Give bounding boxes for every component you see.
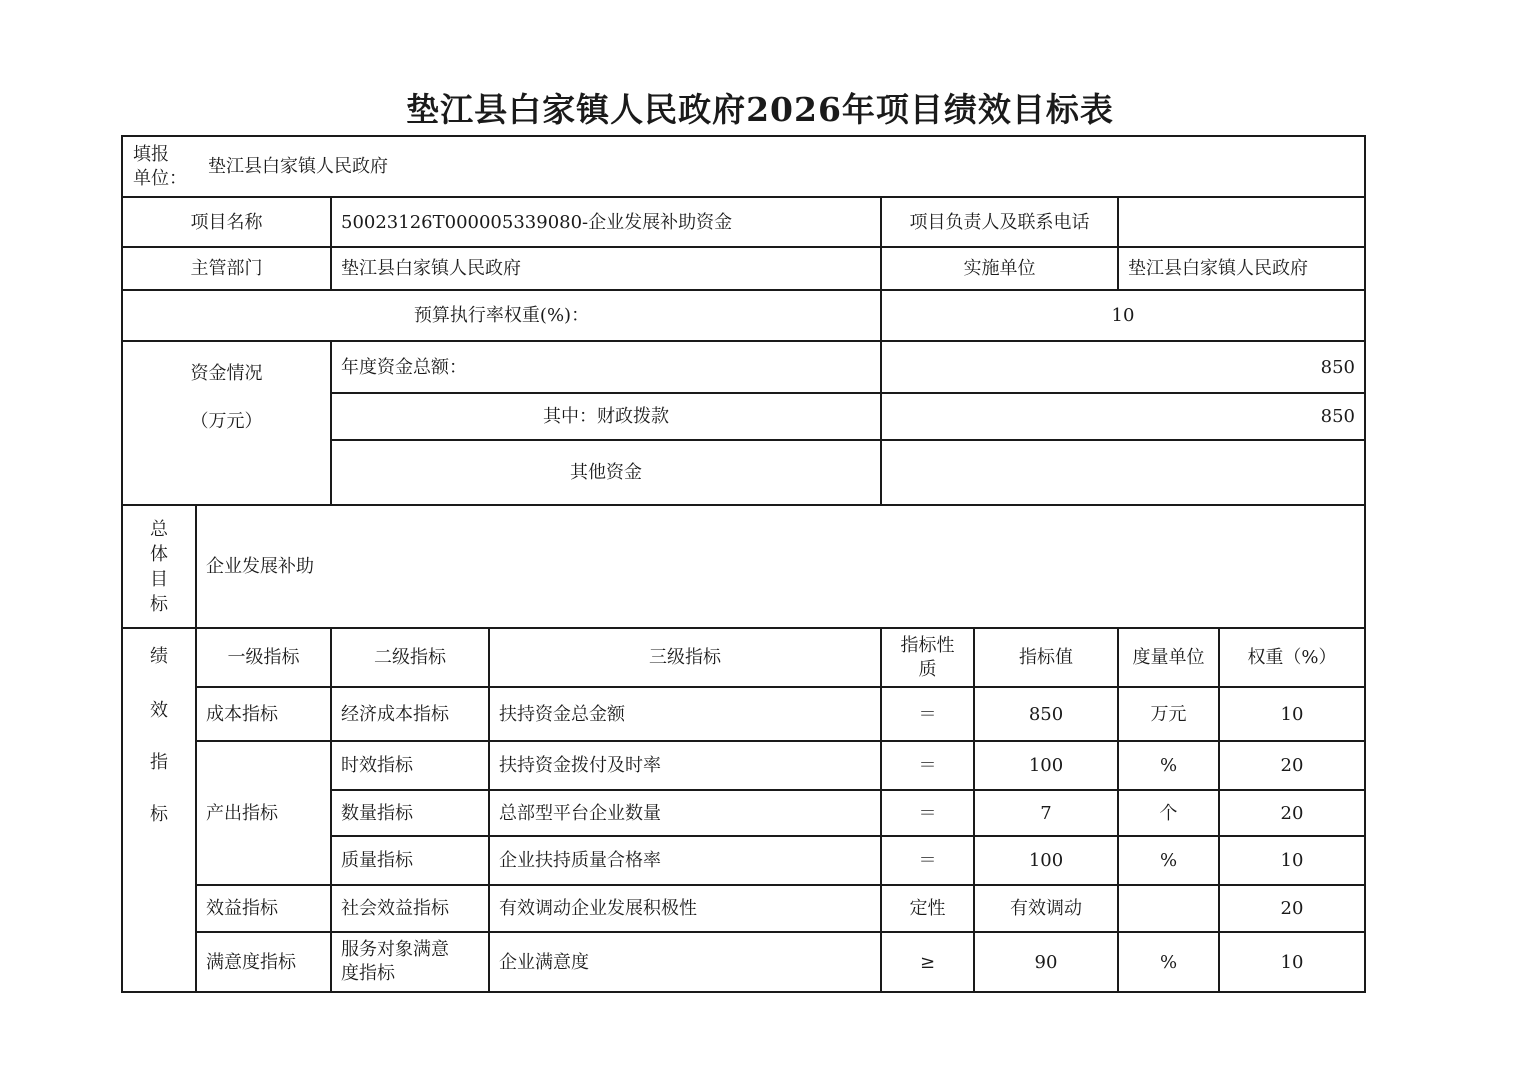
level3-cell: 扶持资金拨付及时率 <box>489 741 881 790</box>
unit-cell <box>1118 885 1219 932</box>
budget-rate-value: 10 <box>881 290 1365 341</box>
level1-cell: 成本指标 <box>196 687 331 741</box>
nature-cell: ＝ <box>881 741 974 790</box>
indicator-header-row <box>122 628 1365 687</box>
funds-other-value <box>881 440 1365 505</box>
project-contact-value <box>1118 197 1365 247</box>
weight-cell: 20 <box>1219 885 1365 932</box>
unit-cell: % <box>1118 932 1219 992</box>
overall-goal-value: 企业发展补助 <box>196 505 1365 628</box>
table-row <box>122 741 1365 790</box>
header-unit: 度量单位 <box>1118 628 1219 687</box>
filler-row <box>122 136 1365 197</box>
funds-total-row <box>122 341 1365 393</box>
budget-rate-label: 预算执行率权重(%)： <box>122 290 881 341</box>
unit-cell: % <box>1118 741 1219 790</box>
level3-cell: 企业扶持质量合格率 <box>489 836 881 885</box>
level2-cell: 服务对象满意 度指标 <box>331 932 489 992</box>
header-level3: 三级指标 <box>489 628 881 687</box>
weight-cell: 10 <box>1219 836 1365 885</box>
value-cell: 90 <box>974 932 1118 992</box>
performance-target-table <box>121 135 1366 993</box>
impl-value: 垫江县白家镇人民政府 <box>1118 247 1365 290</box>
nature-cell: ＝ <box>881 790 974 836</box>
dept-value: 垫江县白家镇人民政府 <box>331 247 881 290</box>
nature-cell: ＝ <box>881 687 974 741</box>
value-cell: 100 <box>974 836 1118 885</box>
weight-cell: 20 <box>1219 741 1365 790</box>
filler-label: 填报 单位： <box>133 143 187 189</box>
filler-cell <box>122 136 1365 197</box>
level3-cell: 有效调动企业发展积极性 <box>489 885 881 932</box>
nature-cell: ≥ <box>881 932 974 992</box>
impl-label: 实施单位 <box>881 247 1118 290</box>
unit-cell: 万元 <box>1118 687 1219 741</box>
funds-fiscal-value: 850 <box>881 393 1365 440</box>
dept-label: 主管部门 <box>122 247 331 290</box>
funds-other-label: 其他资金 <box>331 440 881 505</box>
weight-cell: 10 <box>1219 932 1365 992</box>
level1-cell: 产出指标 <box>196 741 331 885</box>
project-contact-label: 项目负责人及联系电话 <box>881 197 1118 247</box>
level2-cell: 时效指标 <box>331 741 489 790</box>
funds-total-label: 年度资金总额： <box>331 341 881 393</box>
funds-total-value: 850 <box>881 341 1365 393</box>
funds-label: 资金情况 （万元） <box>122 341 331 505</box>
value-cell: 100 <box>974 741 1118 790</box>
level1-cell: 效益指标 <box>196 885 331 932</box>
header-weight: 权重（%） <box>1219 628 1365 687</box>
level1-cell: 满意度指标 <box>196 932 331 992</box>
level3-cell: 总部型平台企业数量 <box>489 790 881 836</box>
overall-goal-row <box>122 505 1365 628</box>
level2-cell: 经济成本指标 <box>331 687 489 741</box>
page-title: 垫江县白家镇人民政府2026年项目绩效目标表 <box>406 90 1114 129</box>
unit-cell: % <box>1118 836 1219 885</box>
funds-fiscal-label: 其中：财政拨款 <box>331 393 881 440</box>
level3-cell: 扶持资金总金额 <box>489 687 881 741</box>
level3-cell: 企业满意度 <box>489 932 881 992</box>
table-row <box>122 885 1365 932</box>
weight-cell: 10 <box>1219 687 1365 741</box>
project-name-row <box>122 197 1365 247</box>
nature-cell: 定性 <box>881 885 974 932</box>
value-cell: 850 <box>974 687 1118 741</box>
overall-goal-label: 总 体 目 标 <box>122 505 196 628</box>
unit-cell: 个 <box>1118 790 1219 836</box>
level2-cell: 数量指标 <box>331 790 489 836</box>
department-row <box>122 247 1365 290</box>
level2-cell: 社会效益指标 <box>331 885 489 932</box>
value-cell: 有效调动 <box>974 885 1118 932</box>
header-level1: 一级指标 <box>196 628 331 687</box>
project-name-label: 项目名称 <box>122 197 331 247</box>
budget-rate-row <box>122 290 1365 341</box>
value-cell: 7 <box>974 790 1118 836</box>
header-level2: 二级指标 <box>331 628 489 687</box>
project-name-value: 50023126T000005339080-企业发展补助资金 <box>331 197 881 247</box>
weight-cell: 20 <box>1219 790 1365 836</box>
performance-indicator-label: 绩 效 指 标 <box>122 628 196 992</box>
filler-value: 垫江县白家镇人民政府 <box>208 156 388 177</box>
header-nature: 指标性 质 <box>881 628 974 687</box>
nature-cell: ＝ <box>881 836 974 885</box>
level2-cell: 质量指标 <box>331 836 489 885</box>
table-row <box>122 932 1365 992</box>
table-row <box>122 687 1365 741</box>
header-value: 指标值 <box>974 628 1118 687</box>
